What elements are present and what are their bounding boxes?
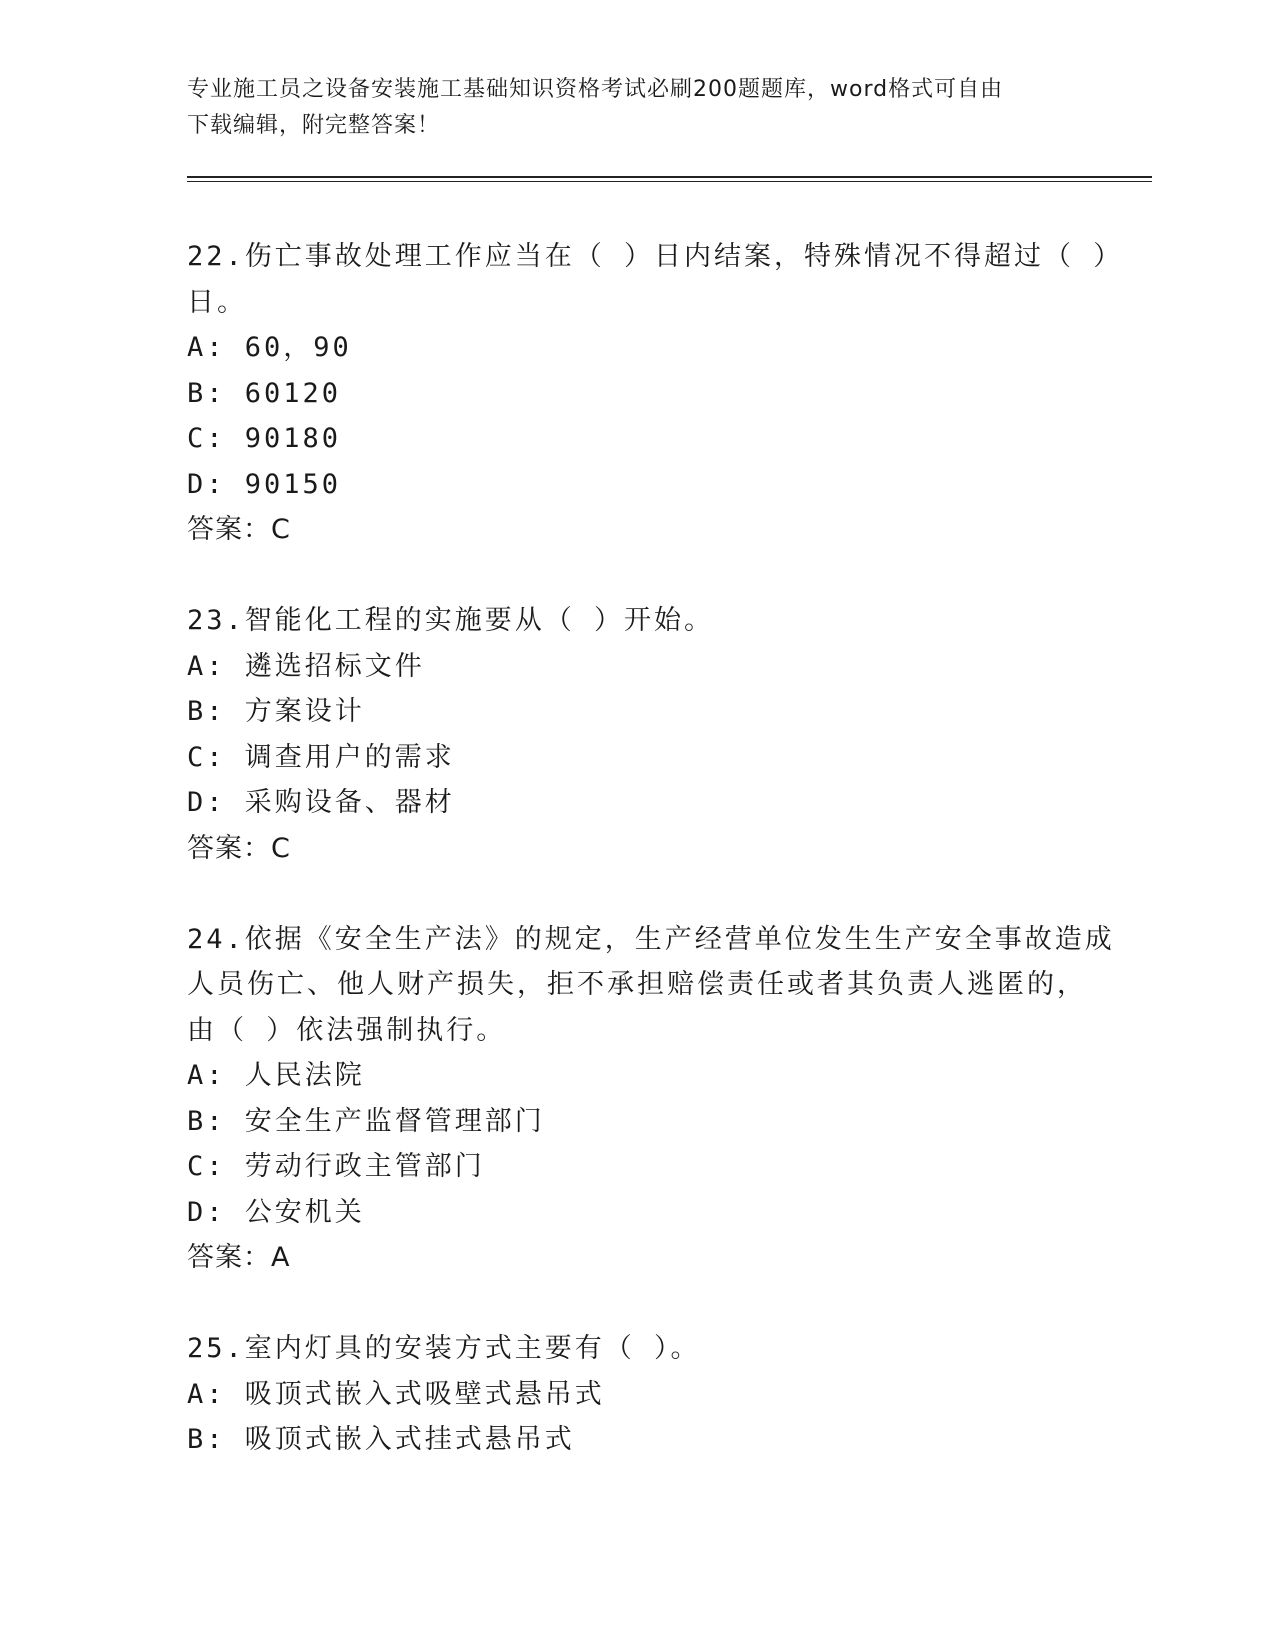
question-gap xyxy=(187,553,1087,599)
answer: 答案：A xyxy=(187,1242,291,1273)
option-a: A: 遴选招标文件 xyxy=(187,650,425,682)
question-22 xyxy=(187,234,1124,553)
question-stem: 人员伤亡、他人财产损失，拒不承担赔偿责任或者其负责人逃匿的， xyxy=(187,969,1087,1000)
question-stem: 22.伤亡事故处理工作应当在（ ）日内结案，特殊情况不得超过（ ） xyxy=(187,241,1124,272)
question-stem: 由（ ）依法强制执行。 xyxy=(187,1014,507,1046)
question-stem: 25.室内灯具的安装方式主要有（ ）。 xyxy=(187,1333,701,1364)
question-gap xyxy=(187,871,1087,917)
option-c: C: 劳动行政主管部门 xyxy=(187,1151,485,1182)
answer: 答案：C xyxy=(187,832,291,864)
document-header xyxy=(187,72,1087,144)
option-c: C: 90180 xyxy=(187,423,342,454)
question-stem: 23.智能化工程的实施要从（ ）开始。 xyxy=(187,605,715,636)
option-a: A: 吸顶式嵌入式吸壁式悬吊式 xyxy=(187,1378,605,1410)
header-divider-thick xyxy=(187,176,1152,178)
question-list xyxy=(187,234,1124,1463)
question-stem: 24.依据《安全生产法》的规定，生产经营单位发生生产安全事故造成 xyxy=(187,923,1115,955)
option-b: B: 60120 xyxy=(187,377,342,409)
question-25 xyxy=(187,1326,1087,1463)
option-b: B: 安全生产监督管理部门 xyxy=(187,1105,545,1137)
option-c: C: 调查用户的需求 xyxy=(187,741,455,773)
header-line-2: 下载编辑，附完整答案！ xyxy=(187,113,441,138)
header-divider-thin xyxy=(187,181,1152,182)
option-b: B: 吸顶式嵌入式挂式悬吊式 xyxy=(187,1424,575,1455)
option-b: B: 方案设计 xyxy=(187,696,365,727)
answer: 答案：C xyxy=(187,514,291,545)
option-d: D: 采购设备、器材 xyxy=(187,787,455,818)
option-a: A: 60，90 xyxy=(187,332,352,363)
question-24 xyxy=(187,917,1115,1281)
question-23 xyxy=(187,598,1087,871)
question-stem: 日。 xyxy=(187,286,247,318)
option-d: D: 公安机关 xyxy=(187,1196,365,1228)
header-line-1: 专业施工员之设备安装施工基础知识资格考试必刷200题题库，word格式可自由 xyxy=(187,77,1004,102)
option-d: D: 90150 xyxy=(187,468,342,500)
option-a: A: 人民法院 xyxy=(187,1060,365,1091)
question-gap xyxy=(187,1281,1087,1327)
